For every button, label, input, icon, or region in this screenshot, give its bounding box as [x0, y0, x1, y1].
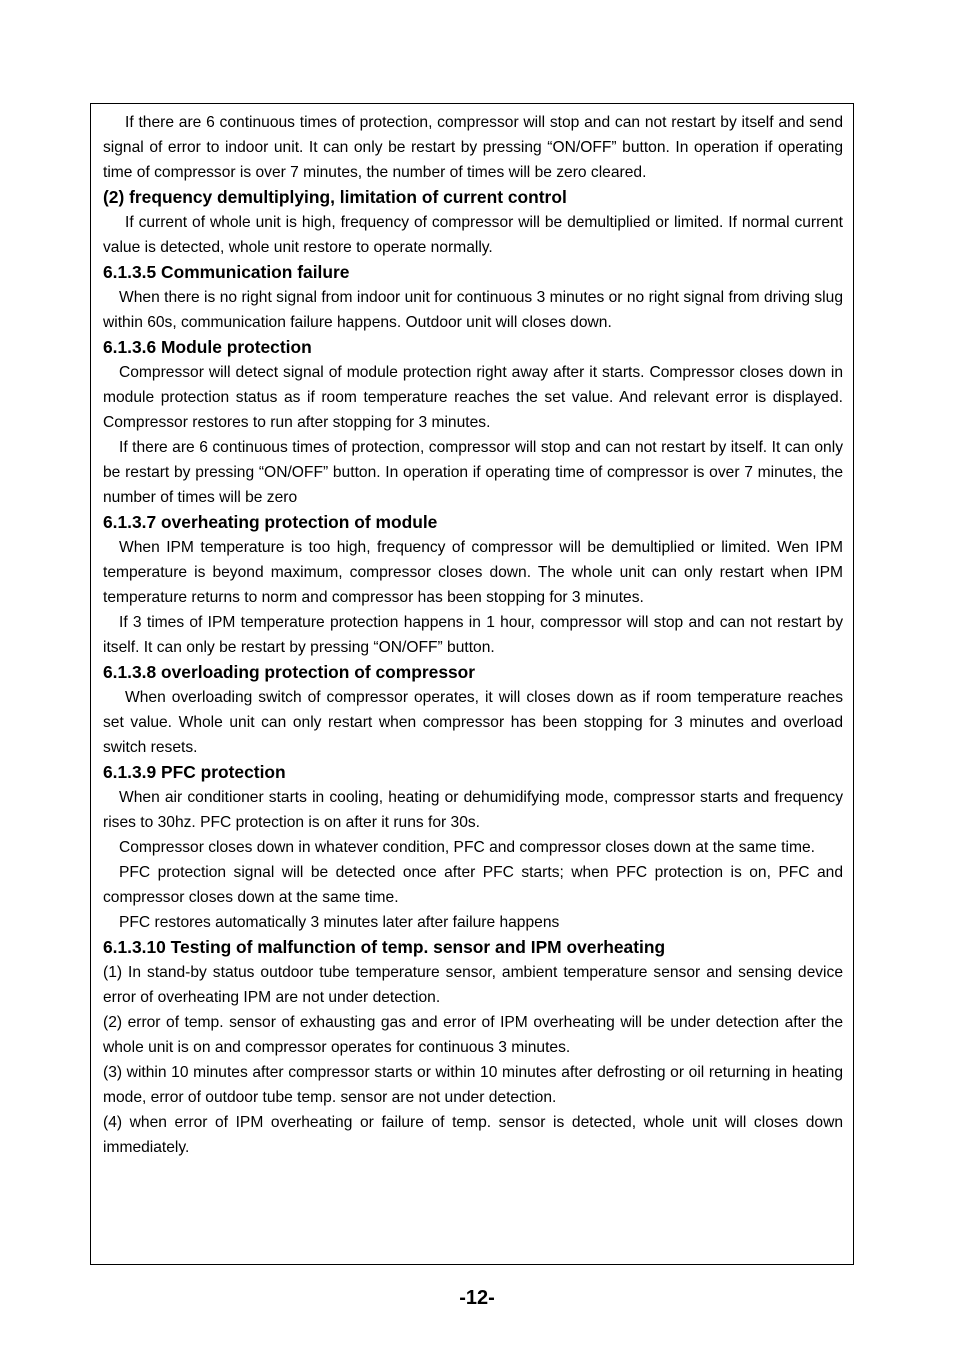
section-heading: 6.1.3.9 PFC protection	[103, 762, 286, 782]
paragraph: Compressor will detect signal of module protection right away after it starts. Compressor closes down in module protection status as if room temperature reaches the set value. And relevant error is displayed. Compressor restores to run after stopping for 3 minutes.	[103, 364, 843, 431]
list-item: (1) In stand-by status outdoor tube temperature sensor, ambient temperature sensor and sensing device error of overheating IPM are not under detection.	[103, 964, 843, 1006]
paragraph: If there are 6 continuous times of protection, compressor will stop and can not restart by itself. It can only be restart by pressing “ON/OFF” button. In operation if operating time of compressor is over 7 minutes, the number of times will be zero	[103, 439, 843, 506]
paragraph: PFC protection signal will be detected once after PFC starts; when PFC protection is on, PFC and compressor closes down at the same time.	[103, 864, 843, 906]
page-number: -12-	[459, 1287, 495, 1309]
section-heading: 6.1.3.7 overheating protection of module	[103, 512, 438, 532]
section-heading: 6.1.3.8 overloading protection of compressor	[103, 662, 476, 682]
paragraph: If 3 times of IPM temperature protection happens in 1 hour, compressor will stop and can not restart by itself. It can only be restart by pressing “ON/OFF” button.	[103, 614, 843, 656]
paragraph: Compressor closes down in whatever condition, PFC and compressor closes down at the same time.	[119, 839, 815, 856]
list-item: (4) when error of IPM overheating or failure of temp. sensor is detected, whole unit will closes down immediately.	[103, 1114, 843, 1156]
paragraph: PFC restores automatically 3 minutes later after failure happens	[119, 914, 560, 931]
list-item: (3) within 10 minutes after compressor starts or within 10 minutes after defrosting or oil returning in heating mode, error of outdoor tube temp. sensor are not under detection.	[103, 1064, 843, 1106]
paragraph: When there is no right signal from indoor unit for continuous 3 minutes or no right signal from driving slug within 60s, communication failure happens. Outdoor unit will closes down.	[103, 289, 843, 331]
paragraph: When IPM temperature is too high, frequency of compressor will be demultiplied or limited. Wen IPM temperature is beyond maximum, compressor closes down. The whole unit can only restart when IPM temperature returns to norm and compressor has been stopping for 3 minutes.	[103, 539, 843, 606]
document-body	[103, 110, 843, 1160]
list-item: (2) error of temp. sensor of exhausting gas and error of IPM overheating will be under detection after the whole unit is on and compressor operates for continuous 3 minutes.	[103, 1014, 843, 1056]
section-heading: 6.1.3.5 Communication failure	[103, 262, 350, 282]
section-heading: 6.1.3.6 Module protection	[103, 337, 312, 357]
paragraph: If current of whole unit is high, frequency of compressor will be demultiplied or limited. If normal current value is detected, whole unit restore to operate normally.	[103, 214, 843, 256]
section-heading: 6.1.3.10 Testing of malfunction of temp. sensor and IPM overheating	[103, 937, 666, 957]
paragraph: If there are 6 continuous times of protection, compressor will stop and can not restart by itself and send signal of error to indoor unit. It can only be restart by pressing “ON/OFF” button. In operation if operating time of compressor is over 7 minutes, the number of times will be zero cleared.	[103, 114, 843, 181]
paragraph: When air conditioner starts in cooling, heating or dehumidifying mode, compressor starts and frequency rises to 30hz. PFC protection is on after it runs for 30s.	[103, 789, 843, 831]
section-heading: (2) frequency demultiplying, limitation of current control	[103, 187, 567, 207]
paragraph: When overloading switch of compressor operates, it will closes down as if room temperature reaches set value. Whole unit can only restart when compressor has been stopping for 3 minutes and overload switch resets.	[103, 689, 843, 756]
